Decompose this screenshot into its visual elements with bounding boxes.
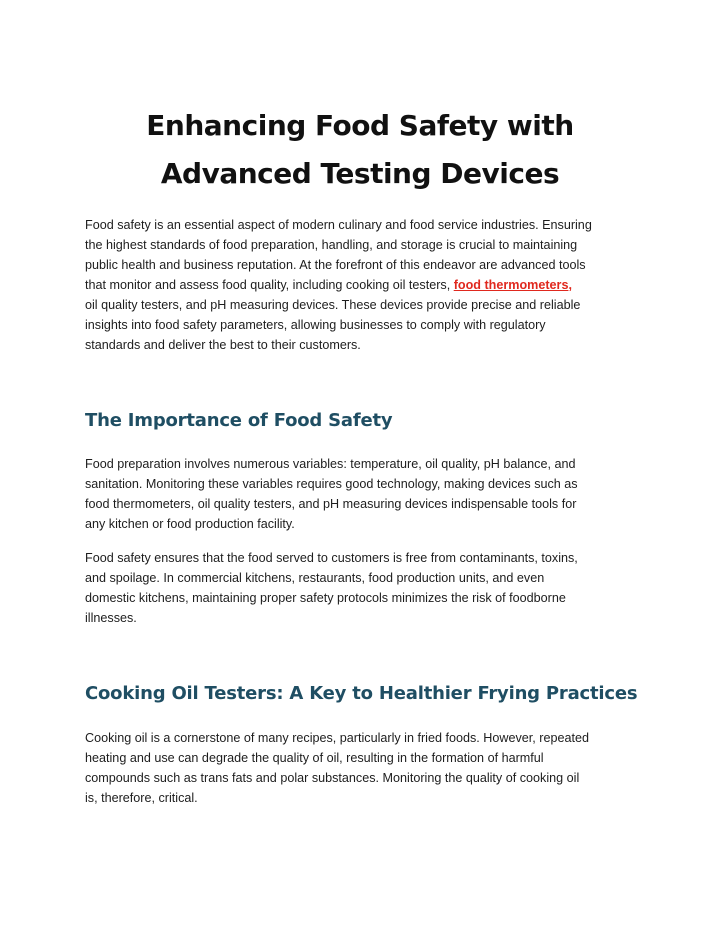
intro-line-1: Food safety is an essential aspect of modern culinary and food service industries. Ensuring bbox=[85, 218, 592, 232]
fs-p2-line-3: domestic kitchens, maintaining proper safety protocols minimizes the risk of foodborne bbox=[85, 591, 566, 605]
fs-p2-line-2: and spoilage. In commercial kitchens, restaurants, food production units, and even bbox=[85, 571, 545, 585]
fs-p1-line-4: any kitchen or food production facility. bbox=[85, 517, 295, 531]
intro-line-6: insights into food safety parameters, allowing businesses to comply with regulatory bbox=[85, 318, 546, 332]
intro-paragraph bbox=[85, 215, 645, 355]
section-heading-food-safety: The Importance of Food Safety bbox=[85, 410, 393, 431]
intro-line-7: standards and deliver the best to their customers. bbox=[85, 338, 361, 352]
cooking-oil-paragraph-1 bbox=[85, 728, 645, 808]
fs-p2-line-4: illnesses. bbox=[85, 611, 137, 625]
food-safety-paragraph-2 bbox=[85, 548, 645, 628]
food-thermometers-link[interactable]: food thermometers bbox=[453, 278, 569, 292]
document-title bbox=[0, 102, 720, 198]
intro-line-4-text: that monitor and assess food quality, including cooking oil testers, bbox=[85, 278, 454, 292]
title-line-2: Advanced Testing Devices bbox=[160, 157, 560, 190]
co-p1-line-1: Cooking oil is a cornerstone of many recipes, particularly in fried foods. However, repeated bbox=[85, 731, 590, 745]
co-p1-line-4: is, therefore, critical. bbox=[85, 791, 198, 805]
intro-line-5: oil quality testers, and pH measuring devices. These devices provide precise and reliable bbox=[85, 298, 581, 312]
fs-p1-line-1: Food preparation involves numerous variables: temperature, oil quality, pH balance, and bbox=[85, 457, 576, 471]
intro-line-3: public health and business reputation. At the forefront of this endeavor are advanced tools bbox=[85, 258, 586, 272]
section-heading-cooking-oil: Cooking Oil Testers: A Key to Healthier Frying Practices bbox=[85, 683, 638, 704]
title-line-1: Enhancing Food Safety with bbox=[146, 109, 574, 142]
co-p1-line-3: compounds such as trans fats and polar substances. Monitoring the quality of cooking oil bbox=[85, 771, 580, 785]
intro-line-4 bbox=[85, 275, 645, 295]
intro-line-2: the highest standards of food preparation, handling, and storage is crucial to maintaining bbox=[85, 238, 578, 252]
link-trailing-comma: , bbox=[568, 278, 572, 292]
food-safety-paragraph-1 bbox=[85, 454, 645, 534]
fs-p1-line-2: sanitation. Monitoring these variables requires good technology, making devices such as bbox=[85, 477, 578, 491]
fs-p1-line-3: food thermometers, oil quality testers, and pH measuring devices indispensable tools for bbox=[85, 497, 577, 511]
co-p1-line-2: heating and use can degrade the quality of oil, resulting in the formation of harmful bbox=[85, 751, 544, 765]
fs-p2-line-1: Food safety ensures that the food served to customers is free from contaminants, toxins, bbox=[85, 551, 578, 565]
